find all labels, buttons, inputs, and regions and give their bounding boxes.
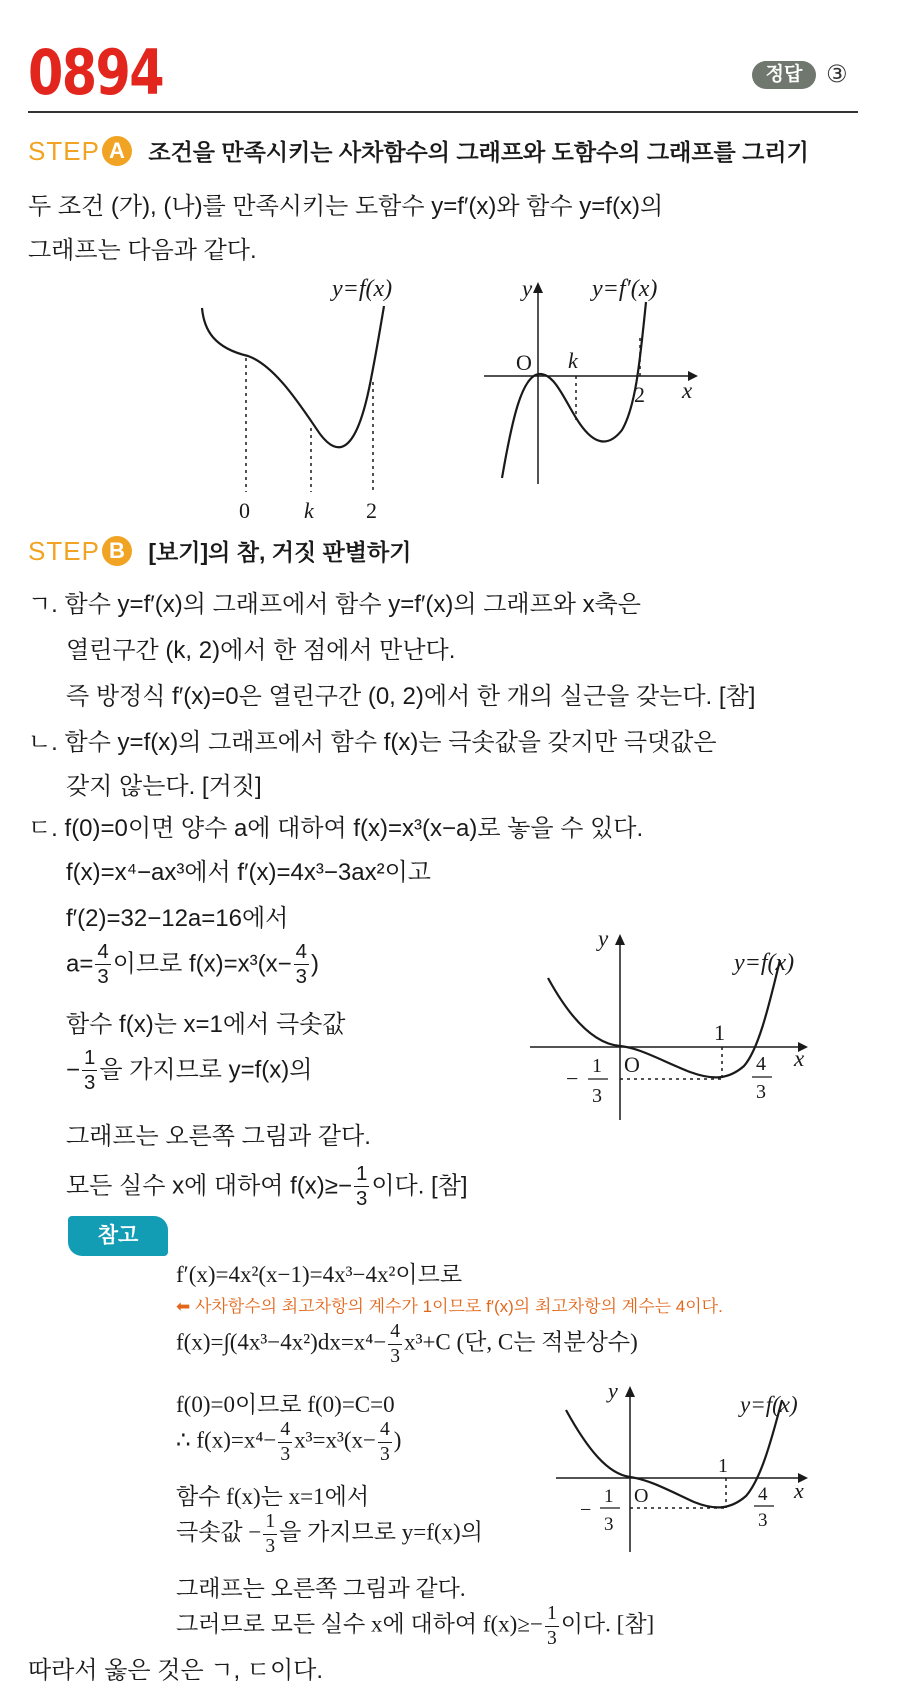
- ref-ineq: 그러므로 모든 실수 x에 대하여 f(x)≥−: [176, 1611, 543, 1637]
- ref-graph-min-den: 3: [604, 1514, 614, 1535]
- ref-integral: f(x)=∫(4x³−4x²)dx=x⁴−: [176, 1329, 387, 1355]
- graph-d-origin: O: [624, 1052, 640, 1077]
- item-d-has-min: 을 가지므로 y=f(x)의: [99, 1056, 313, 1084]
- answer-value: ③: [826, 61, 848, 88]
- ref-graph-label: y=f(x): [740, 1392, 798, 1417]
- graph-d-min-minus: −: [566, 1066, 579, 1091]
- item-d-since: 이므로 f(x)=x³: [112, 950, 258, 978]
- ref-line-5: 함수 f(x)는 x=1에서: [176, 1484, 370, 1509]
- graph-f-tick-2: 2: [366, 498, 377, 523]
- item-g-line-2: 열린구간 (k, 2)에서 한 점에서 만난다.: [66, 637, 456, 664]
- frac-1-3: $\frac{1}{3}$: [84, 1047, 96, 1095]
- item-n-line-2: 갖지 않는다. [거짓]: [66, 773, 262, 800]
- step-b-title: [보기]의 참, 거짓 판별하기: [148, 539, 412, 565]
- item-g-line-1: ㄱ. 함수 y=f′(x)의 그래프에서 함수 y=f′(x)의 그래프와 x축은: [28, 591, 641, 618]
- graph-d-label: y=f(x): [734, 950, 795, 976]
- item-d-line-2: f(x)=x⁴−ax³에서 f′(x)=4x³−3ax²이고: [66, 859, 431, 886]
- step-a-line-2: 그래프는 다음과 같다.: [28, 237, 257, 264]
- step-a-line-1: 두 조건 (가), (나)를 만족시키는 도함수 y=f′(x)와 함수 y=f(x)의: [28, 193, 664, 220]
- ref-frac-1-3-b: $\frac{1}{3}$: [546, 1603, 557, 1649]
- ref-therefore-mid: x³=x³: [294, 1427, 344, 1453]
- graph-fp-tick-2: 2: [634, 382, 645, 407]
- answer-badge: 정답: [752, 61, 816, 89]
- graph-d-tick-43-den: 3: [756, 1081, 766, 1103]
- step-a-circle: A: [102, 136, 132, 166]
- item-d-line-1: ㄷ. f(0)=0이면 양수 a에 대하여 f(x)=x³(x−a)로 놓을 수 있다.: [28, 815, 644, 842]
- item-n-line-1: ㄴ. 함수 y=f(x)의 그래프에서 함수 f(x)는 극솟값을 갖지만 극댓값은: [28, 729, 717, 756]
- graph-f-tick-0: 0: [239, 498, 250, 523]
- ref-paren-close: ): [393, 1427, 402, 1453]
- item-g-line-3: 즉 방정식 f′(x)=0은 열린구간 (0, 2)에서 한 개의 실근을 갖는다. [참]: [66, 683, 756, 710]
- ref-integral-tail: x³+C (단, C는 적분상수): [404, 1329, 638, 1355]
- ref-graph-y-arrow: [625, 1386, 635, 1397]
- item-d-line-3: f′(2)=32−12a=16에서: [66, 905, 289, 932]
- graph-fp-y-label: y: [522, 276, 533, 301]
- ref-note: ⬅ 사차함수의 최고차항의 계수가 1이므로 f′(x)의 최고차항의 계수는 4이다.: [176, 1297, 723, 1316]
- frac-1-3-b: $\frac{1}{3}$: [355, 1163, 368, 1211]
- ref-min-value: 극솟값 −: [176, 1519, 262, 1545]
- ref-line-3: f(0)=0이므로 f(0)=C=0: [176, 1392, 395, 1417]
- ref-therefore: ∴ f(x)=x⁴−: [176, 1427, 277, 1453]
- ref-paren: (x−: [343, 1427, 376, 1453]
- frac-4-3: $\frac{4}{3}$: [97, 941, 109, 989]
- ref-graph-tick-1: 1: [718, 1455, 728, 1477]
- graph-d-tick-1: 1: [714, 1020, 725, 1045]
- graph-fp-tick-k: k: [568, 348, 578, 373]
- graph-f-label: y=f(x): [332, 276, 393, 302]
- step-a-label: STEP: [28, 136, 100, 166]
- ref-graph-min-num: 1: [604, 1486, 614, 1507]
- minus-sign: −: [66, 1056, 81, 1084]
- graph-fp-origin: O: [516, 350, 532, 375]
- graph-fp-label: y=f′(x): [592, 276, 658, 302]
- paren-expr: (x−: [257, 950, 292, 978]
- step-b-label: STEP: [28, 536, 100, 566]
- problem-number: 0894: [28, 36, 163, 109]
- ref-frac-4-3-c: $\frac{4}{3}$: [380, 1419, 390, 1465]
- ref-true: 이다. [참]: [560, 1611, 655, 1637]
- ref-graph-min-minus: −: [580, 1499, 592, 1521]
- graph-d-tick-43-num: 4: [756, 1053, 766, 1075]
- graph-f-tick-k: k: [304, 498, 314, 523]
- graph-fp-x-label: x: [682, 378, 693, 403]
- ref-has: 을 가지므로 y=f(x)의: [279, 1519, 483, 1545]
- ref-graph-origin: O: [634, 1485, 649, 1507]
- item-d-true: 이다. [참]: [371, 1172, 468, 1200]
- reference-badge: 참고: [68, 1216, 168, 1256]
- step-a-title: 조건을 만족시키는 사차함수의 그래프와 도함수의 그래프를 그리기: [148, 139, 809, 165]
- item-d-line-7: 그래프는 오른쪽 그림과 같다.: [66, 1123, 371, 1150]
- ref-graph-y-label: y: [608, 1378, 618, 1403]
- ref-frac-4-3: $\frac{4}{3}$: [390, 1321, 401, 1367]
- item-d-a-eq: a=: [66, 950, 94, 978]
- ref-frac-4-3-b: $\frac{4}{3}$: [280, 1419, 291, 1465]
- ref-frac-1-3: $\frac{1}{3}$: [265, 1511, 276, 1557]
- ref-graph-tick-43-den: 3: [758, 1510, 768, 1531]
- graph-d-min-num: 1: [592, 1055, 602, 1077]
- paren-close: ): [310, 950, 319, 978]
- conclusion: 따라서 옳은 것은 ㄱ, ㄷ이다.: [28, 1657, 324, 1684]
- item-d-line-5: 함수 f(x)는 x=1에서 극솟값: [66, 1011, 346, 1038]
- step-b-circle: B: [102, 536, 132, 566]
- graph-d-x-label: x: [794, 1046, 805, 1071]
- graph-d-y-label: y: [598, 926, 609, 951]
- item-d-ineq: 모든 실수 x에 대하여 f(x)≥−: [66, 1172, 352, 1200]
- ref-line-1: f′(x)=4x²(x−1)=4x³−4x²이므로: [176, 1262, 463, 1287]
- frac-4-3-b: $\frac{4}{3}$: [295, 941, 307, 989]
- ref-graph-tick-43-num: 4: [758, 1484, 768, 1505]
- graph-d-min-den: 3: [592, 1085, 602, 1107]
- ref-graph-x-label: x: [794, 1478, 804, 1503]
- ref-line-7: 그래프는 오른쪽 그림과 같다.: [176, 1576, 466, 1601]
